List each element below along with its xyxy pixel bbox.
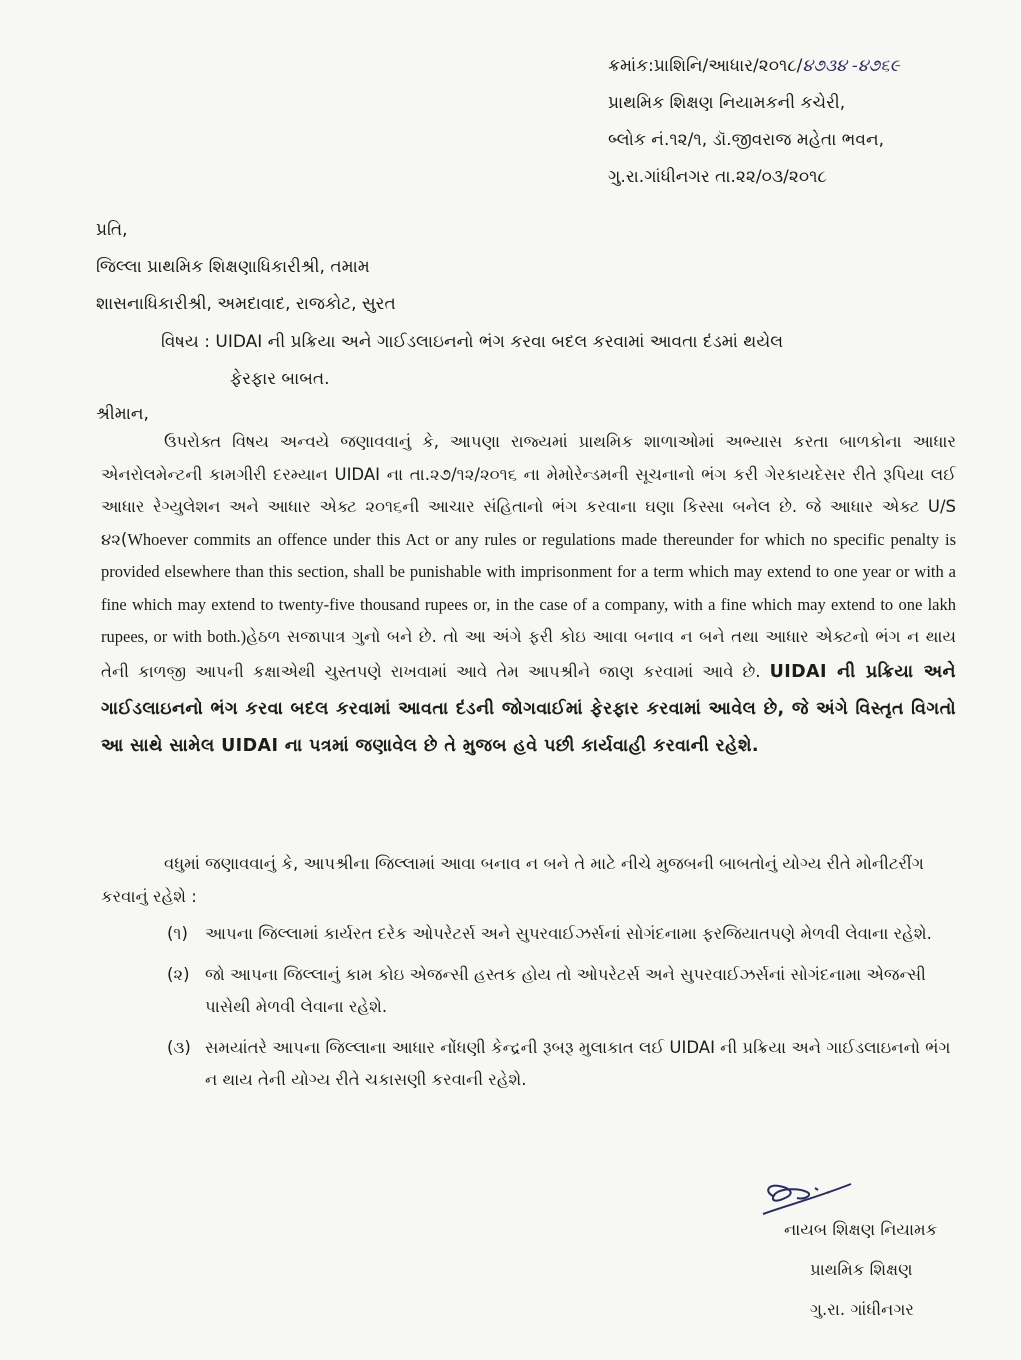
subject-block bbox=[161, 324, 961, 398]
recipient-line-1: જિલ્લા પ્રાથમિક શિક્ષણાધિકારીશ્રી, તમામ bbox=[96, 257, 370, 277]
recipient-prefix: પ્રતિ, bbox=[96, 220, 128, 240]
paragraph-1-bold: UIDAI ની પ્રક્રિયા અને ગાઈડલાઇનનો ભંગ કરવા બદલ કરવામાં આવતા દંડની જોગવાઈમાં ફેરફાર કરવામાં આવેલ છે, જે અંગે વિસ્તૃત વિગતો આ સાથે સામેલ UIDAI ના પત્રમાં જણાવેલ છે તે મુજબ હવે પછી કાર્યવાહી કરવાની રહેશે. bbox=[101, 661, 956, 756]
act-quote-english: Whoever commits an offence under this Act or any rules or regulations made thereunder for which no specific penalty is provided elsewhere than this section, shall be punishable with imprisonment for a term which may extend to one year or with a fine which may extend to twenty-five thousand rupees or, in the case of a company, with a fine which may extend to one lakh rupees, or with both.) bbox=[101, 529, 956, 646]
list-item-number: (૨) bbox=[167, 965, 190, 984]
reference-printed: ક્રમાંક:પ્રાશિનિ/આધાર/૨૦૧૮/ bbox=[608, 56, 803, 76]
office-address: બ્લોક નં.૧૨/૧, ડૉ.જીવરાજ મહેતા ભવન, bbox=[608, 130, 885, 150]
signatory-place: ગુ.રા. ગાંધીનગર bbox=[810, 1300, 914, 1319]
reference-number bbox=[608, 48, 1008, 85]
paragraph-1-intro: ઉપરોક્ત વિષય અન્વયે જણાવવાનું કે, આપણા રાજ્યમાં પ્રાથમિક શાળાઓમાં અભ્યાસ કરતા બાળકોના આધાર એનરોલમેન્ટની કામગીરી દરમ્યાન UIDAI ના તા.૨૭/૧૨/૨૦૧૬ ના મેમોરેન્ડમની સૂચનાનો ભંગ કરી ગેરકાયદેસર રીતે રૂપિયા લઈ આધાર રેગ્યુલેશન અને આધાર એક્ટ ૨૦૧૬ની આચાર સંહિતાનો ભંગ કરવાના ઘણા કિસ્સા બનેલ છે. જે આધાર એક્ટ U/S ૪૨( bbox=[101, 432, 956, 549]
list-item bbox=[167, 918, 967, 950]
list-item bbox=[167, 959, 967, 1023]
instruction-list bbox=[167, 918, 967, 1105]
subject-line-1: વિષય : UIDAI ની પ્રક્રિયા અને ગાઈડલાઇનનો ભંગ કરવા બદલ કરવામાં આવતા દંડમાં થયેલ bbox=[161, 332, 784, 352]
body-paragraph-1 bbox=[101, 426, 956, 765]
subject-line-2: ફેરફાર બાબત. bbox=[230, 369, 330, 389]
paragraph-2-text: વધુમાં જણાવવાનું કે, આપશ્રીના જિલ્લામાં આવા બનાવ ન બને તે માટે નીચે મુજબની બાબતોનું યોગ્ય રીતે મોનીટરીંગ કરવાનું રહેશે : bbox=[101, 854, 924, 906]
list-item-number: (૩) bbox=[167, 1038, 191, 1057]
salutation: શ્રીમાન, bbox=[96, 404, 149, 424]
place-date: ગુ.રા.ગાંધીનગર તા.૨૨/૦૩/૨૦૧૮ bbox=[608, 167, 827, 187]
list-item-number: (૧) bbox=[167, 924, 188, 943]
signatory-designation: નાયબ શિક્ષણ નિયામક bbox=[784, 1220, 938, 1239]
recipient-line-2: શાસનાધિકારીશ્રી, અમદાવાદ, રાજકોટ, સુરત bbox=[96, 294, 396, 314]
office-name: પ્રાથમિક શિક્ષણ નિયામકની કચેરી, bbox=[608, 93, 846, 113]
signature-block bbox=[770, 1210, 937, 1330]
signatory-department: પ્રાથમિક શિક્ષણ bbox=[810, 1260, 913, 1279]
list-item-text: સમયાંતરે આપના જિલ્લાના આધાર નોંધણી કેન્દ્રની રૂબરૂ મુલાકાત લઈ UIDAI ની પ્રક્રિયા અને ગાઈડલાઇનનો ભંગ ન થાય તેની યોગ્ય રીતે ચકાસણી કરવાની રહેશે. bbox=[205, 1038, 951, 1089]
list-item bbox=[167, 1032, 967, 1096]
list-item-text: જો આપના જિલ્લાનું કામ કોઇ એજન્સી હસ્તક હોય તો ઓપરેટર્સ અને સુપરવાઈઝર્સનાં સોગંદનામા એજન્સી પાસેથી મેળવી લેવાના રહેશે. bbox=[205, 965, 926, 1016]
list-item-text: આપના જિલ્લામાં કાર્યરત દરેક ઓપરેટર્સ અને સુપરવાઈઝર્સનાં સોગંદનામા ફરજિયાતપણે મેળવી લેવાના રહેશે. bbox=[205, 924, 932, 943]
recipient-block bbox=[96, 212, 696, 323]
paragraph-1-after-quote: હેઠળ સજાપાત્ર ગુનો બને છે. તો આ અંગે ફરી કોઇ આવા બનાવ ન બને તથા આધાર એક્ટનો ભંગ ન થાય તેની કાળજી આપની કક્ષાએથી ચુસ્તપણે રાખવામાં આવે તેમ આપશ્રીને જાણ કરવામાં આવે છે. bbox=[101, 627, 956, 681]
letter-header bbox=[608, 48, 1008, 196]
reference-handwritten: ૪૭૩૪ -૪૭૬૯ bbox=[802, 56, 900, 76]
body-paragraph-2 bbox=[101, 848, 961, 913]
